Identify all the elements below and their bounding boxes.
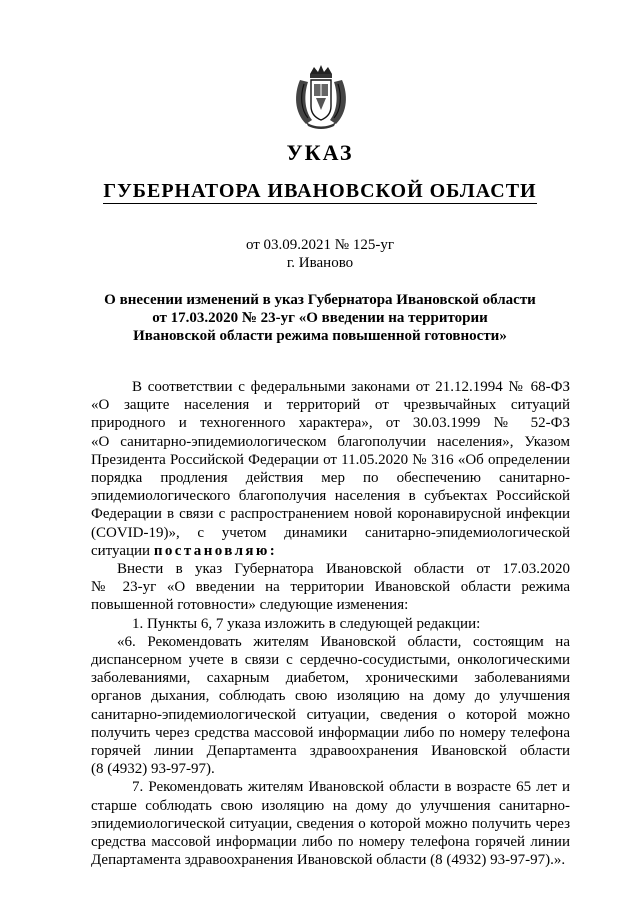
date-number: от 03.09.2021 № 125-уг: [245, 237, 395, 253]
text-line: [91, 542, 570, 560]
issuer-name: ГУБЕРНАТОРА ИВАНОВСКОЙ ОБЛАСТИ: [103, 180, 537, 202]
text-line: В соответствии с федеральными законами от 21.12.1994 № 68-ФЗ: [132, 379, 570, 395]
paragraph-7: [91, 778, 570, 869]
city: г. Иваново: [286, 255, 354, 271]
text-line: порядка продления действия мер по обеспечению санитарно-: [91, 470, 570, 487]
document-body: [91, 378, 570, 869]
coat-of-arms-icon: [292, 64, 350, 130]
text-fragment: ситуации: [91, 542, 154, 559]
text-line: повышенной готовности» следующие изменения:: [91, 597, 409, 614]
text-line: эпидемиологического благополучия населения в субъектах Российской: [91, 488, 570, 505]
text-line: № 23-уг «О введении на территории Ивановской области режима: [91, 579, 570, 596]
subject-line: Ивановской области режима повышенной готовности»: [133, 328, 507, 344]
text-line: (COVID-19)», с учетом динамики санитарно-эпидемиологической: [91, 524, 570, 541]
paragraph-amend: [91, 560, 570, 615]
text-line: Департамента здравоохранения Ивановской области (8 (4932) 93-97-97).».: [91, 852, 566, 869]
text-line: «6. Рекомендовать жителям Ивановской области, состоящим на: [117, 633, 570, 650]
text-line: старше соблюдать свою изоляцию на дому до улучшения санитарно-: [91, 797, 570, 814]
text-line: получить через средства массовой информации либо по номеру телефона: [91, 724, 570, 741]
text-line: Федерации в связи с распространением новой коронавирусной инфекции: [91, 506, 570, 523]
document-meta: [0, 236, 640, 272]
paragraph-6: [91, 633, 570, 779]
subject-line: от 17.03.2020 № 23-уг «О введении на территории: [152, 310, 488, 326]
paragraph-preamble: [91, 378, 570, 560]
document-subtitle: [0, 180, 640, 203]
text-line: средства массовой информации либо по номеру телефона горячей линии: [91, 834, 570, 851]
text-line: заболеваниями, сахарным диабетом, хроническими заболеваниями: [91, 670, 570, 687]
text-line: «О защите населения и территорий от чрезвычайных ситуаций: [91, 397, 570, 414]
text-line: горячей линии Департамента здравоохранения Ивановской области: [91, 743, 570, 760]
text-line: природного и техногенного характера», от 30.03.1999 № 52-ФЗ: [91, 415, 570, 432]
item-1: [91, 615, 570, 633]
text-line: санитарно-эпидемиологической ситуации, сведения о которой можно: [91, 706, 570, 723]
text-line: (8 (4932) 93-97-97).: [91, 761, 215, 778]
text-line: «О санитарно-эпидемиологическом благополучии населения», Указом: [91, 433, 570, 450]
text-fragment: :: [269, 542, 275, 559]
document-title: УКАЗ: [286, 140, 354, 165]
text-line: Внести в указ Губернатора Ивановской области от 17.03.2020: [117, 561, 570, 578]
postanovlyayu-word: постановляю: [153, 542, 270, 559]
text-line: диспансерном учете в связи с сердечно-сосудистыми, онкологическими: [91, 652, 570, 669]
document-subject: [90, 291, 550, 345]
text-line: органов дыхания, соблюдать свою изоляцию на дому до улучшения: [91, 688, 570, 705]
text-line: 7. Рекомендовать жителям Ивановской области в возрасте 65 лет и: [132, 779, 570, 796]
text-line: эпидемиологической ситуации, сведения о которой можно получить через: [91, 815, 570, 832]
text-line: Президента Российской Федерации от 11.05.2020 № 316 «Об определении: [91, 451, 570, 468]
text-line: 1. Пункты 6, 7 указа изложить в следующей редакции:: [132, 615, 481, 632]
subject-line: О внесении изменений в указ Губернатора Ивановской области: [104, 292, 536, 308]
